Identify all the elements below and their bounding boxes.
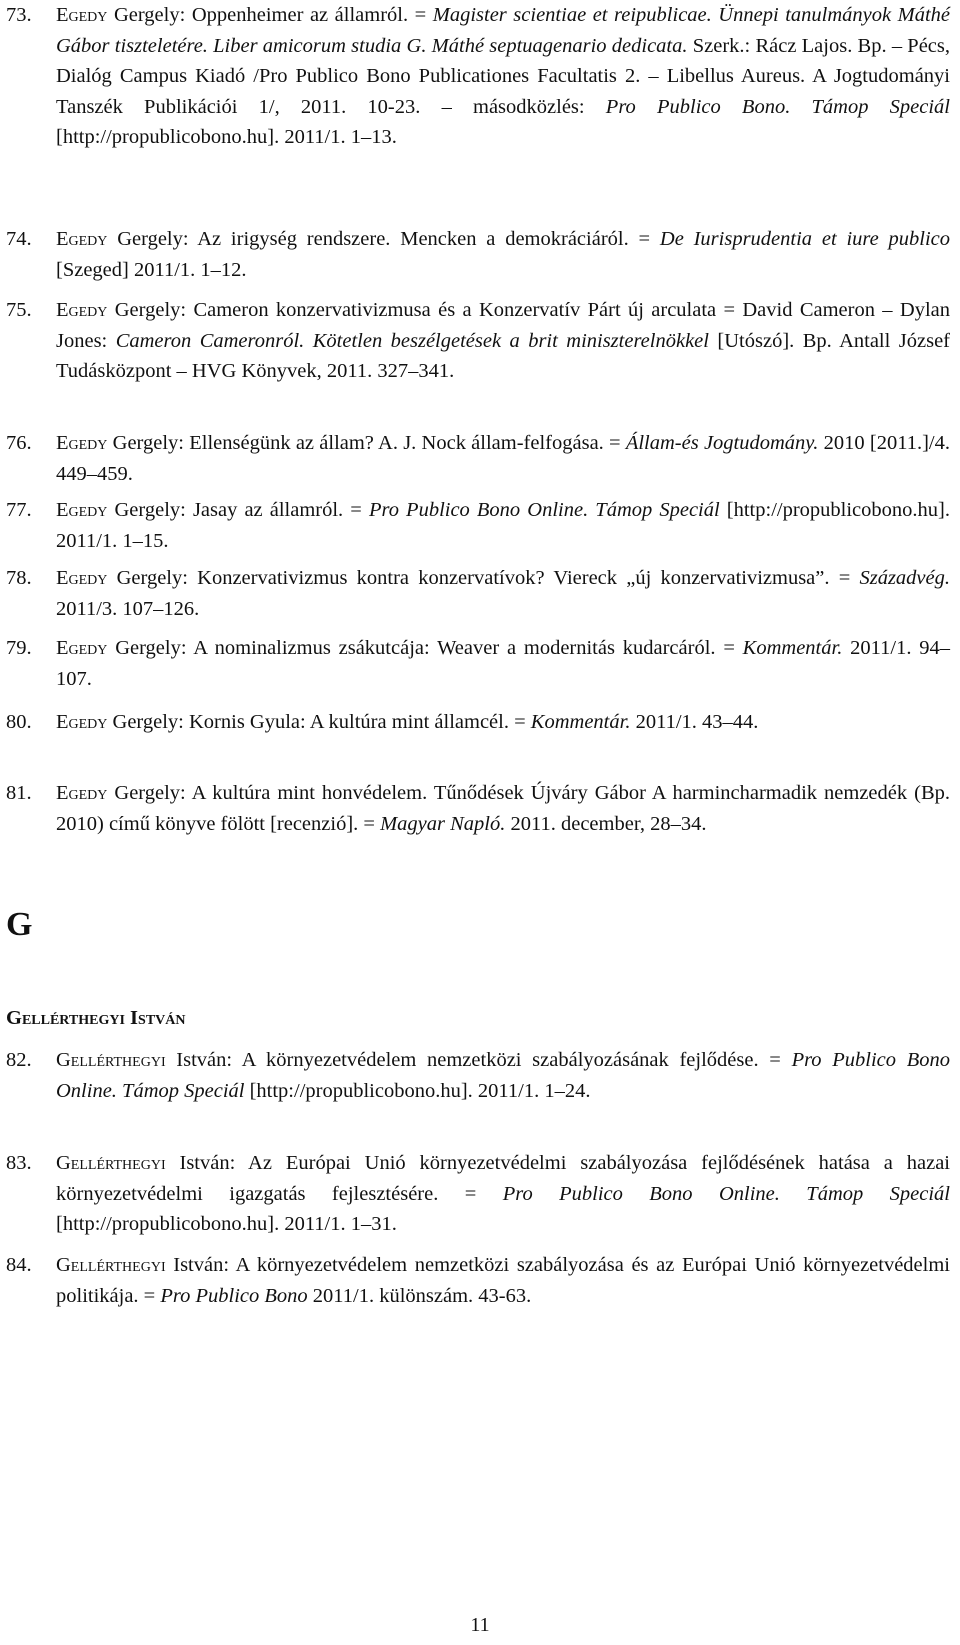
bibliography-entry (6, 495, 950, 556)
entry-title: Gergely: Kornis Gyula: A kultúra mint államcél. = (107, 711, 531, 733)
entry-number: 73. (6, 4, 32, 26)
entry-number: 76. (6, 432, 32, 454)
entry-source: Magyar Napló. (380, 812, 506, 835)
entry-number: 84. (6, 1254, 32, 1276)
entry-author: Gellérthegyi (56, 1254, 166, 1276)
author-heading: Gellérthegyi István (6, 1007, 186, 1029)
entry-author: Gellérthegyi (56, 1152, 166, 1174)
entry-source: Cameron Cameronról. Kötetlen beszélgetések a brit miniszterelnökkel (115, 329, 709, 352)
entry-title: István: A környezetvédelem nemzetközi szabályozásának fejlődése. = (165, 1049, 792, 1071)
entry-source: De Iurisprudentia et iure publico (659, 228, 950, 250)
entry-details: [Szeged] 2011/1. 1–12. (56, 258, 247, 281)
entry-title: Gergely: Jasay az államról. = (107, 499, 369, 521)
entry-title: Gergely: Konzervativizmus kontra konzervatívok? Viereck „új konzervativizmusa”. = (107, 567, 860, 589)
entry-source: Pro Publico Bono Online. Támop Speciál (56, 1049, 950, 1102)
bibliography-entry (6, 428, 950, 489)
entry-author: Egedy (56, 4, 108, 26)
entry-number: 75. (6, 299, 32, 321)
entry-number: 79. (6, 637, 32, 659)
entry-source: Állam-és Jogtudomány. (625, 432, 819, 454)
entry-author: Egedy (56, 432, 108, 454)
entry-source: Kommentár. (530, 711, 631, 733)
entry-author: Egedy (56, 567, 108, 589)
entry-title: Gergely: A kultúra mint honvédelem. Tűnődések Újváry Gábor A harmincharmadik nemzedék (Bp. 2010) című könyve fölött [recenzió]. = (56, 782, 950, 835)
bibliography-entry (6, 1148, 950, 1240)
entry-number: 77. (6, 499, 32, 521)
entry-details: [Utószó]. Bp. Antall József Tudásközpont – HVG Könyvek, 2011. 327–341. (56, 329, 950, 382)
entry-number: 81. (6, 782, 32, 804)
entry-details-2: [http://propublicobono.hu]. 2011/1. 1–13. (56, 126, 397, 148)
entry-author: Egedy (56, 299, 108, 321)
entry-source: Magister scientiae et reipublicae. Ünnepi tanulmányok Máthé Gábor tiszteletére. Liber amicorum studia G. Máthé septuagenario dedicata. (56, 4, 950, 57)
section-letter-heading: G (6, 906, 33, 943)
entry-text (56, 224, 950, 285)
entry-number: 82. (6, 1049, 32, 1071)
entry-title: István: Az Európai Unió környezetvédelmi szabályozása fejlődésének hatása a hazai környezetvédelmi igazgatás fejlesztésére. = (56, 1152, 950, 1205)
entry-text (56, 1250, 950, 1311)
bibliography-entry (6, 778, 950, 839)
entry-author: Egedy (56, 637, 108, 659)
entry-text (56, 295, 950, 387)
entry-number: 74. (6, 228, 32, 250)
entry-text (56, 563, 950, 624)
entry-source-2: Pro Publico Bono. Támop Speciál (605, 95, 950, 118)
entry-title: Gergely: Az irigység rendszere. Mencken a demokráciáról. = (107, 228, 660, 250)
entry-source: Pro Publico Bono Online. Támop Speciál (502, 1182, 950, 1205)
bibliography-entry (6, 707, 950, 738)
entry-author: Egedy (56, 782, 108, 804)
entry-title: Gergely: Ellenségünk az állam? A. J. Nock állam-felfogása. = (107, 432, 626, 454)
entry-text (56, 495, 950, 556)
entry-text (56, 1045, 950, 1106)
bibliography-entry (6, 0, 950, 153)
entry-text (56, 778, 950, 839)
bibliography-entry (6, 1250, 950, 1311)
entry-number: 78. (6, 567, 32, 589)
entry-details: 2011/3. 107–126. (56, 597, 200, 620)
entry-details: 2010 [2011.]/4. 449–459. (56, 432, 950, 485)
page-number: 11 (470, 1614, 490, 1636)
entry-details: 2011/1. 43–44. (630, 711, 759, 733)
entry-number: 83. (6, 1152, 32, 1174)
entry-author: Egedy (56, 711, 108, 733)
entry-text (56, 428, 950, 489)
entry-details: [http://propublicobono.hu]. 2011/1. 1–31. (56, 1213, 397, 1235)
entry-source: Századvég. (859, 567, 950, 589)
entry-source: Kommentár. (742, 637, 843, 659)
entry-text (56, 707, 950, 738)
entry-details: 2011. december, 28–34. (505, 812, 707, 835)
entry-text (56, 1148, 950, 1240)
bibliography-entry (6, 295, 950, 387)
entry-number: 80. (6, 711, 32, 733)
entry-details: Szerk.: Rácz Lajos. Bp. – Pécs, Dialóg Campus Kiadó /Pro Publico Bono Publicationes Facultatis 2. – Libellus Aureus. A Jogtudományi Tanszék Publikációi 1/, 2011. 10-23. – másodközlés: (56, 34, 950, 118)
entry-details: [http://propublicobono.hu]. 2011/1. 1–15. (56, 499, 950, 552)
entry-source: Pro Publico Bono Online. Támop Speciál (368, 499, 720, 521)
entry-title: Gergely: A nominalizmus zsákutcája: Weaver a modernitás kudarcáról. = (107, 637, 743, 659)
bibliography-entry (6, 1045, 950, 1106)
entry-details: [http://propublicobono.hu]. 2011/1. 1–24. (244, 1079, 591, 1102)
bibliography-entry (6, 563, 950, 624)
bibliography-entry (6, 224, 950, 285)
entry-text (56, 633, 950, 694)
entry-text (56, 0, 950, 153)
bibliography-entry (6, 633, 950, 694)
entry-details: 2011/1. 94–107. (56, 637, 950, 690)
entry-title: Gergely: Cameron konzervativizmusa és a Konzervatív Párt új arculata = David Cameron – Dylan Jones: (56, 299, 950, 352)
entry-title: Gergely: Oppenheimer az államról. = (107, 4, 433, 26)
entry-author: Gellérthegyi (56, 1049, 166, 1071)
entry-author: Egedy (56, 499, 108, 521)
entry-title: István: A környezetvédelem nemzetközi szabályozása és az Európai Unió környezetvédelmi politikája. = (56, 1254, 950, 1307)
entry-source: Pro Publico Bono (160, 1284, 308, 1307)
entry-details: 2011/1. különszám. 43-63. (307, 1284, 532, 1307)
entry-author: Egedy (56, 228, 108, 250)
